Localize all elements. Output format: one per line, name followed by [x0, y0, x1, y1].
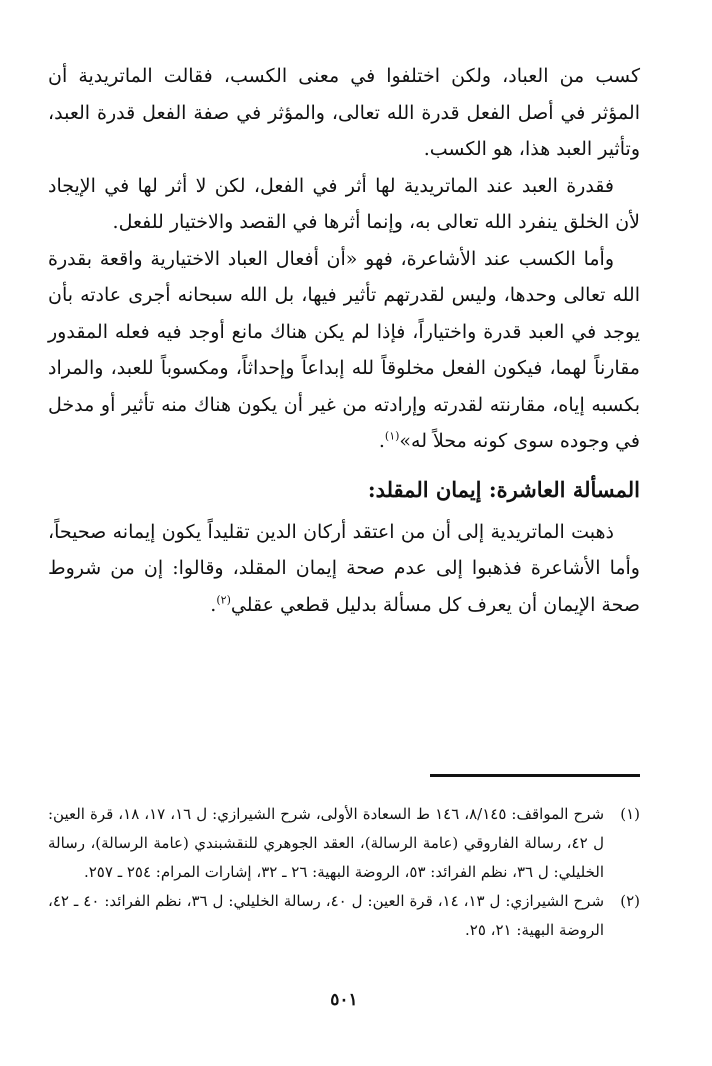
- paragraph-kasb-ashaira-text: وأما الكسب عند الأشاعرة، فهو «أن أفعال العباد الاختيارية واقعة بقدرة الله تعالى وحدها، وليس لقدرتهم تأثير فيها، بل الله سبحانه أجرى عادته بأن يوجد في العبد قدرة واختياراً، فإذا لم يكن هناك مانع أوجد فيه فعله المقدور مقارناً لهما، فيكون الفعل مخلوقاً لله إبداعاً وإحداثاً، ومكسوباً للعبد، والمراد بكسبه إياه، مقارنته لقدرته وإرادته من غير أن يكون هناك منه تأثير أو مدخل في وجوده سوى كونه محلاً له»: [48, 247, 640, 452]
- paragraph-kasb-ashaira-end: .: [378, 430, 385, 452]
- page-number: ٥٠١: [330, 990, 358, 1010]
- paragraph-iman-al-muqallid: [48, 514, 640, 624]
- footnote-text-1: شرح المواقف: ٨/١٤٥، ١٤٦ ط السعادة الأولى، شرح الشيرازي: ل ١٦، ١٧، ١٨، قرة العين: ل ٤٢، رسالة الفاروقي (عامة الرسالة)، العقد الجوهري للنقشبندي (عامة الرسالة)، رسالة الخليلي: ل ٣٦، نظم الفرائد: ٥٣، الروضة البهية: ٢٦ ـ ٣٢، إشارات المرام: ٢٥٤ ـ ٢٥٧.: [48, 805, 605, 881]
- footnote-1: [48, 800, 640, 887]
- footnotes: [48, 800, 640, 945]
- section-heading: المسألة العاشرة: إيمان المقلد:: [367, 476, 640, 502]
- footnote-number-2: (٢): [620, 892, 640, 910]
- paragraph-kasb-maturidi: كسب من العباد، ولكن اختلفوا في معنى الكسب، فقالت الماتريدية أن المؤثر في أصل الفعل قدرة الله تعالى، والمؤثر في صفة الفعل قدرة العبد، وتأثير العبد هذا، هو الكسب.: [48, 65, 640, 160]
- footnote-reference-1: (١): [384, 429, 400, 443]
- footnote-separator: [430, 774, 640, 777]
- paragraph-kasb-ashaira: [48, 241, 640, 460]
- footnote-reference-2: (٢): [216, 593, 231, 607]
- footnote-2: [48, 887, 640, 945]
- footnote-text-2: شرح الشيرازي: ل ١٣، ١٤، قرة العين: ل ٤٠، رسالة الخليلي: ل ٣٦، نظم الفرائد: ٤٠ ـ ٤٢، الروضة البهية: ٢١، ٢٥.: [48, 892, 605, 939]
- paragraph-qudrat-al-abd: فقدرة العبد عند الماتريدية لها أثر في الفعل، لكن لا أثر لها في الإيجاد لأن الخلق ينفرد الله تعالى به، وإنما أثرها في القصد والاختيار للفعل.: [48, 174, 640, 233]
- paragraph-iman-al-muqallid-text: ذهبت الماتريدية إلى أن من اعتقد أركان الدين تقليداً يكون إيمانه صحيحاً، وأما الأشاعرة فذهبوا إلى عدم صحة إيمان المقلد، وقالوا: إن من شروط صحة الإيمان أن يعرف كل مسألة بدليل قطعي عقلي: [48, 520, 640, 616]
- footnote-number-1: (١): [620, 805, 640, 823]
- paragraph-iman-al-muqallid-end: .: [210, 593, 217, 616]
- document-page: [48, 58, 640, 1048]
